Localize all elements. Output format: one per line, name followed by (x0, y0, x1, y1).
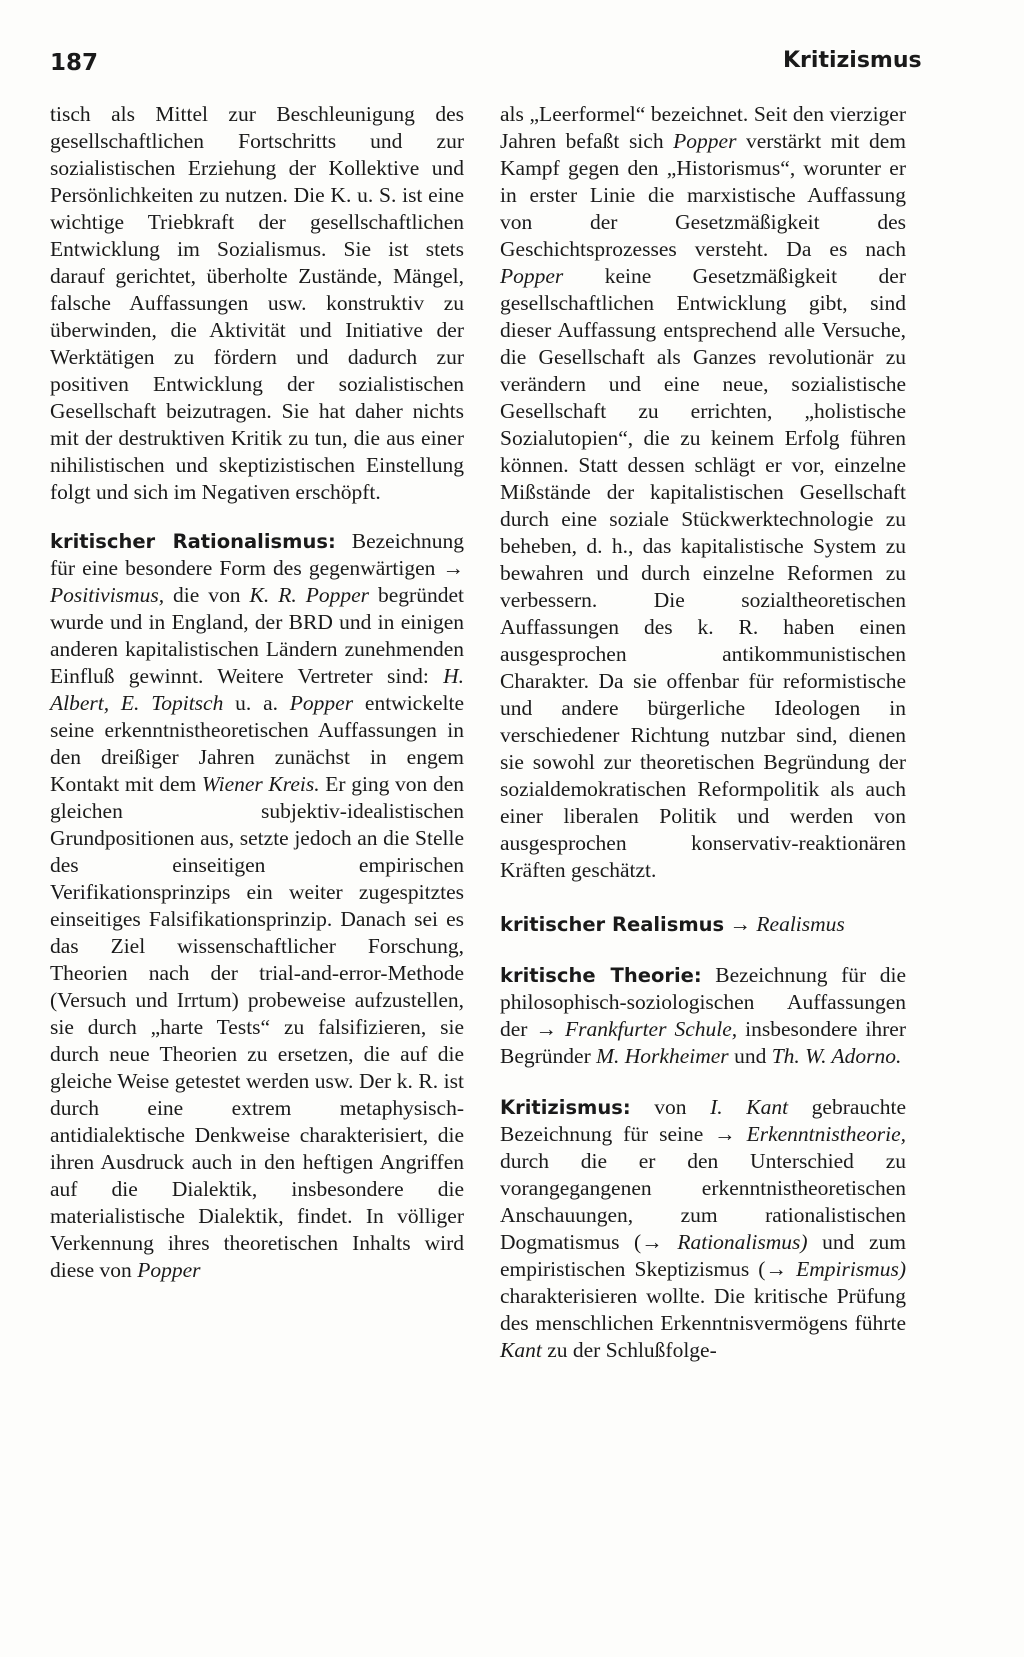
person-name: Popper (137, 1258, 201, 1282)
entry-text: von (630, 1095, 711, 1119)
entry-continuation: tisch als Mittel zur Beschleunigung des gesellschaftlichen Fortschritts und zur sozialistischen Erziehung der Kollektive und Persönlichkeiten zu nutzen. Die K. u. S. ist eine wichtige Triebkraft der gesellschaftlichen Entwicklung im Sozialismus. Sie ist stets darauf gerichtet, überholte Zustände, Mängel, falsche Auffassungen usw. konstruktiv zu überwinden, die Aktivität und Initiative der Werktätigen zu fördern und dadurch zur positiven Entwicklung der sozialistischen Gesellschaft beizutragen. Sie hat daher nichts mit der destruktiven Kritik zu tun, die aus einer nihilistischen und skeptizistischen Einstellung folgt und sich im Negativen erschöpft. (50, 102, 464, 504)
entry-text: und (728, 1044, 772, 1068)
cross-ref-arrow: → (714, 1122, 736, 1146)
entry-text: Er ging von den gleichen subjektiv-idealistischen Grundpositionen aus, setzte jedoch an die Stelle des einseitigen empirischen Verifikationsprinzips ein weiter zugespitztes einseitiges Falsifikationsprinzip. Danach sei es das Ziel wissenschaftlicher Forschung, Theorien nach der trial-and-error-Methode (Versuch und Irrtum) probeweise aufzustellen, sie durch „harte Tests“ zu falsifizieren, sie durch neue Theorien zu ersetzen, die auf die gleiche Weise getestet werden usw. Der k. R. ist durch eine extrem metaphysisch-antidialektische Denkweise charakterisiert, die ihren Ausdruck auch in den heftigen Angriffen auf die Dialektik, insbesondere die materialistische Dialektik, findet. In völliger Verkennung ihres theoretischen Inhalts wird diese von (50, 772, 464, 1282)
entry-text: keine Gesetzmäßigkeit der gesellschaftlichen Entwicklung gibt, sind dieser Auffassung entsprechend alle Versuche, die Gesellschaft als Ganzes revolutionär zu verändern und eine neue, sozialistische Gesellschaft zu errichten, „holistische Sozialutopien“, die zu keinem Erfolg führen können. Statt dessen schlägt er vor, einzelne Mißstände der kapitalistischen Gesellschaft durch eine soziale Stückwerktechnologie zu beheben, d. h., das kapitalistische System zu bewahren und durch einzelne Reformen zu verbessern. Die sozialtheoretischen Auffassungen des k. R. haben einen ausgesprochen antikommunistischen Charakter. Da sie offenbar für reformistische und andere bürgerliche Ideologen in verschiedener Richtung nutzbar sind, dienen sie sowohl zur theoretischen Begründung der sozialdemokratischen Reformpolitik als auch einer liberalen Politik und werden von ausgesprochen konservativ-reaktionären Kräften geschätzt. (500, 264, 906, 882)
entry-text: begründet wurde und in England, der BRD und in einigen anderen kapitalistischen Ländern zunehmenden Einfluß gewinnt. Weitere Vertreter sind: (50, 583, 464, 688)
headword: Kritizismus: (500, 1096, 631, 1119)
running-head: Kritizismus (783, 48, 922, 73)
person-name: I. Kant (710, 1095, 789, 1119)
group-name: Wiener Kreis. (201, 772, 320, 796)
headword: kritischer Realismus (500, 913, 725, 936)
entry-text: u. a. (223, 691, 290, 715)
person-name: K. R. Popper (249, 583, 370, 607)
person-name: Th. W. Adorno. (771, 1044, 902, 1068)
cross-ref-arrow: → (729, 912, 752, 936)
headword: kritischer Rationalismus: (50, 530, 336, 553)
entry-continuation (500, 101, 906, 884)
person-name: Popper (673, 129, 737, 153)
entry-text: insbesondere ihrer Begründer (500, 1017, 906, 1068)
person-name: Popper (500, 264, 564, 288)
cross-ref-arrow: → (765, 1257, 787, 1281)
entry-kritischer-rationalismus (50, 528, 464, 1284)
entry-kritische-theorie (500, 962, 906, 1070)
cross-ref[interactable]: Rationalismus) (677, 1230, 808, 1254)
headword: kritische Theorie: (500, 964, 702, 987)
cross-ref[interactable]: Erkenntnistheorie, (746, 1122, 907, 1146)
cross-ref[interactable]: Frankfurter Schule, (564, 1017, 738, 1041)
right-column (500, 101, 906, 1364)
page-number: 187 (50, 50, 99, 76)
cross-ref-arrow: → (641, 1230, 663, 1254)
cross-ref[interactable]: Empirismus) (796, 1257, 906, 1281)
person-name: M. Horkheimer (596, 1044, 729, 1068)
person-name: H. Albert, E. Topitsch (50, 664, 464, 715)
entry-kritizismus (500, 1094, 906, 1364)
left-column (50, 101, 464, 1284)
entry-text: als „Leerformel“ bezeichnet. Seit den vierziger Jahren befaßt sich (500, 102, 906, 153)
entry-text: zu der Schlußfolge- (541, 1338, 717, 1362)
entry-text: gebrauchte Bezeichnung für seine (500, 1095, 906, 1146)
entry-text: die von (164, 583, 250, 607)
entry-text: Bezeichnung für eine besondere Form des gegenwärtigen (50, 529, 464, 580)
cross-ref-arrow: → (442, 556, 464, 580)
entry-kritischer-realismus (500, 911, 906, 938)
entry-text: durch die er den Unterschied zu vorangegangenen erkenntnistheoretischen Anschauungen, zum rationalistischen Dogmatismus ( (500, 1149, 906, 1254)
entry-text: charakterisieren wollte. Die kritische Prüfung des menschlichen Erkenntnisvermögens führte (500, 1284, 906, 1335)
entry-text: verstärkt mit dem Kampf gegen den „Historismus“, worunter er in erster Linie die marxistische Auffassung von der Gesetzmäßigkeit des Geschichtsprozesses versteht. Da es nach (500, 129, 907, 261)
cross-ref[interactable]: Realismus (756, 912, 845, 936)
person-name: Kant (500, 1338, 542, 1362)
entry-text: entwickelte seine erkenntnistheoretischen Auffassungen in den dreißiger Jahren zunächst in engem Kontakt mit dem (50, 691, 464, 796)
cross-ref[interactable]: Positivismus, (50, 583, 165, 607)
cross-ref-arrow: → (535, 1017, 557, 1041)
entry-text: und zum empiristischen Skeptizismus ( (500, 1230, 907, 1281)
person-name: Popper (289, 691, 354, 715)
entry-text: Bezeichnung für die philosophisch-soziologischen Auffassungen der (500, 963, 907, 1041)
